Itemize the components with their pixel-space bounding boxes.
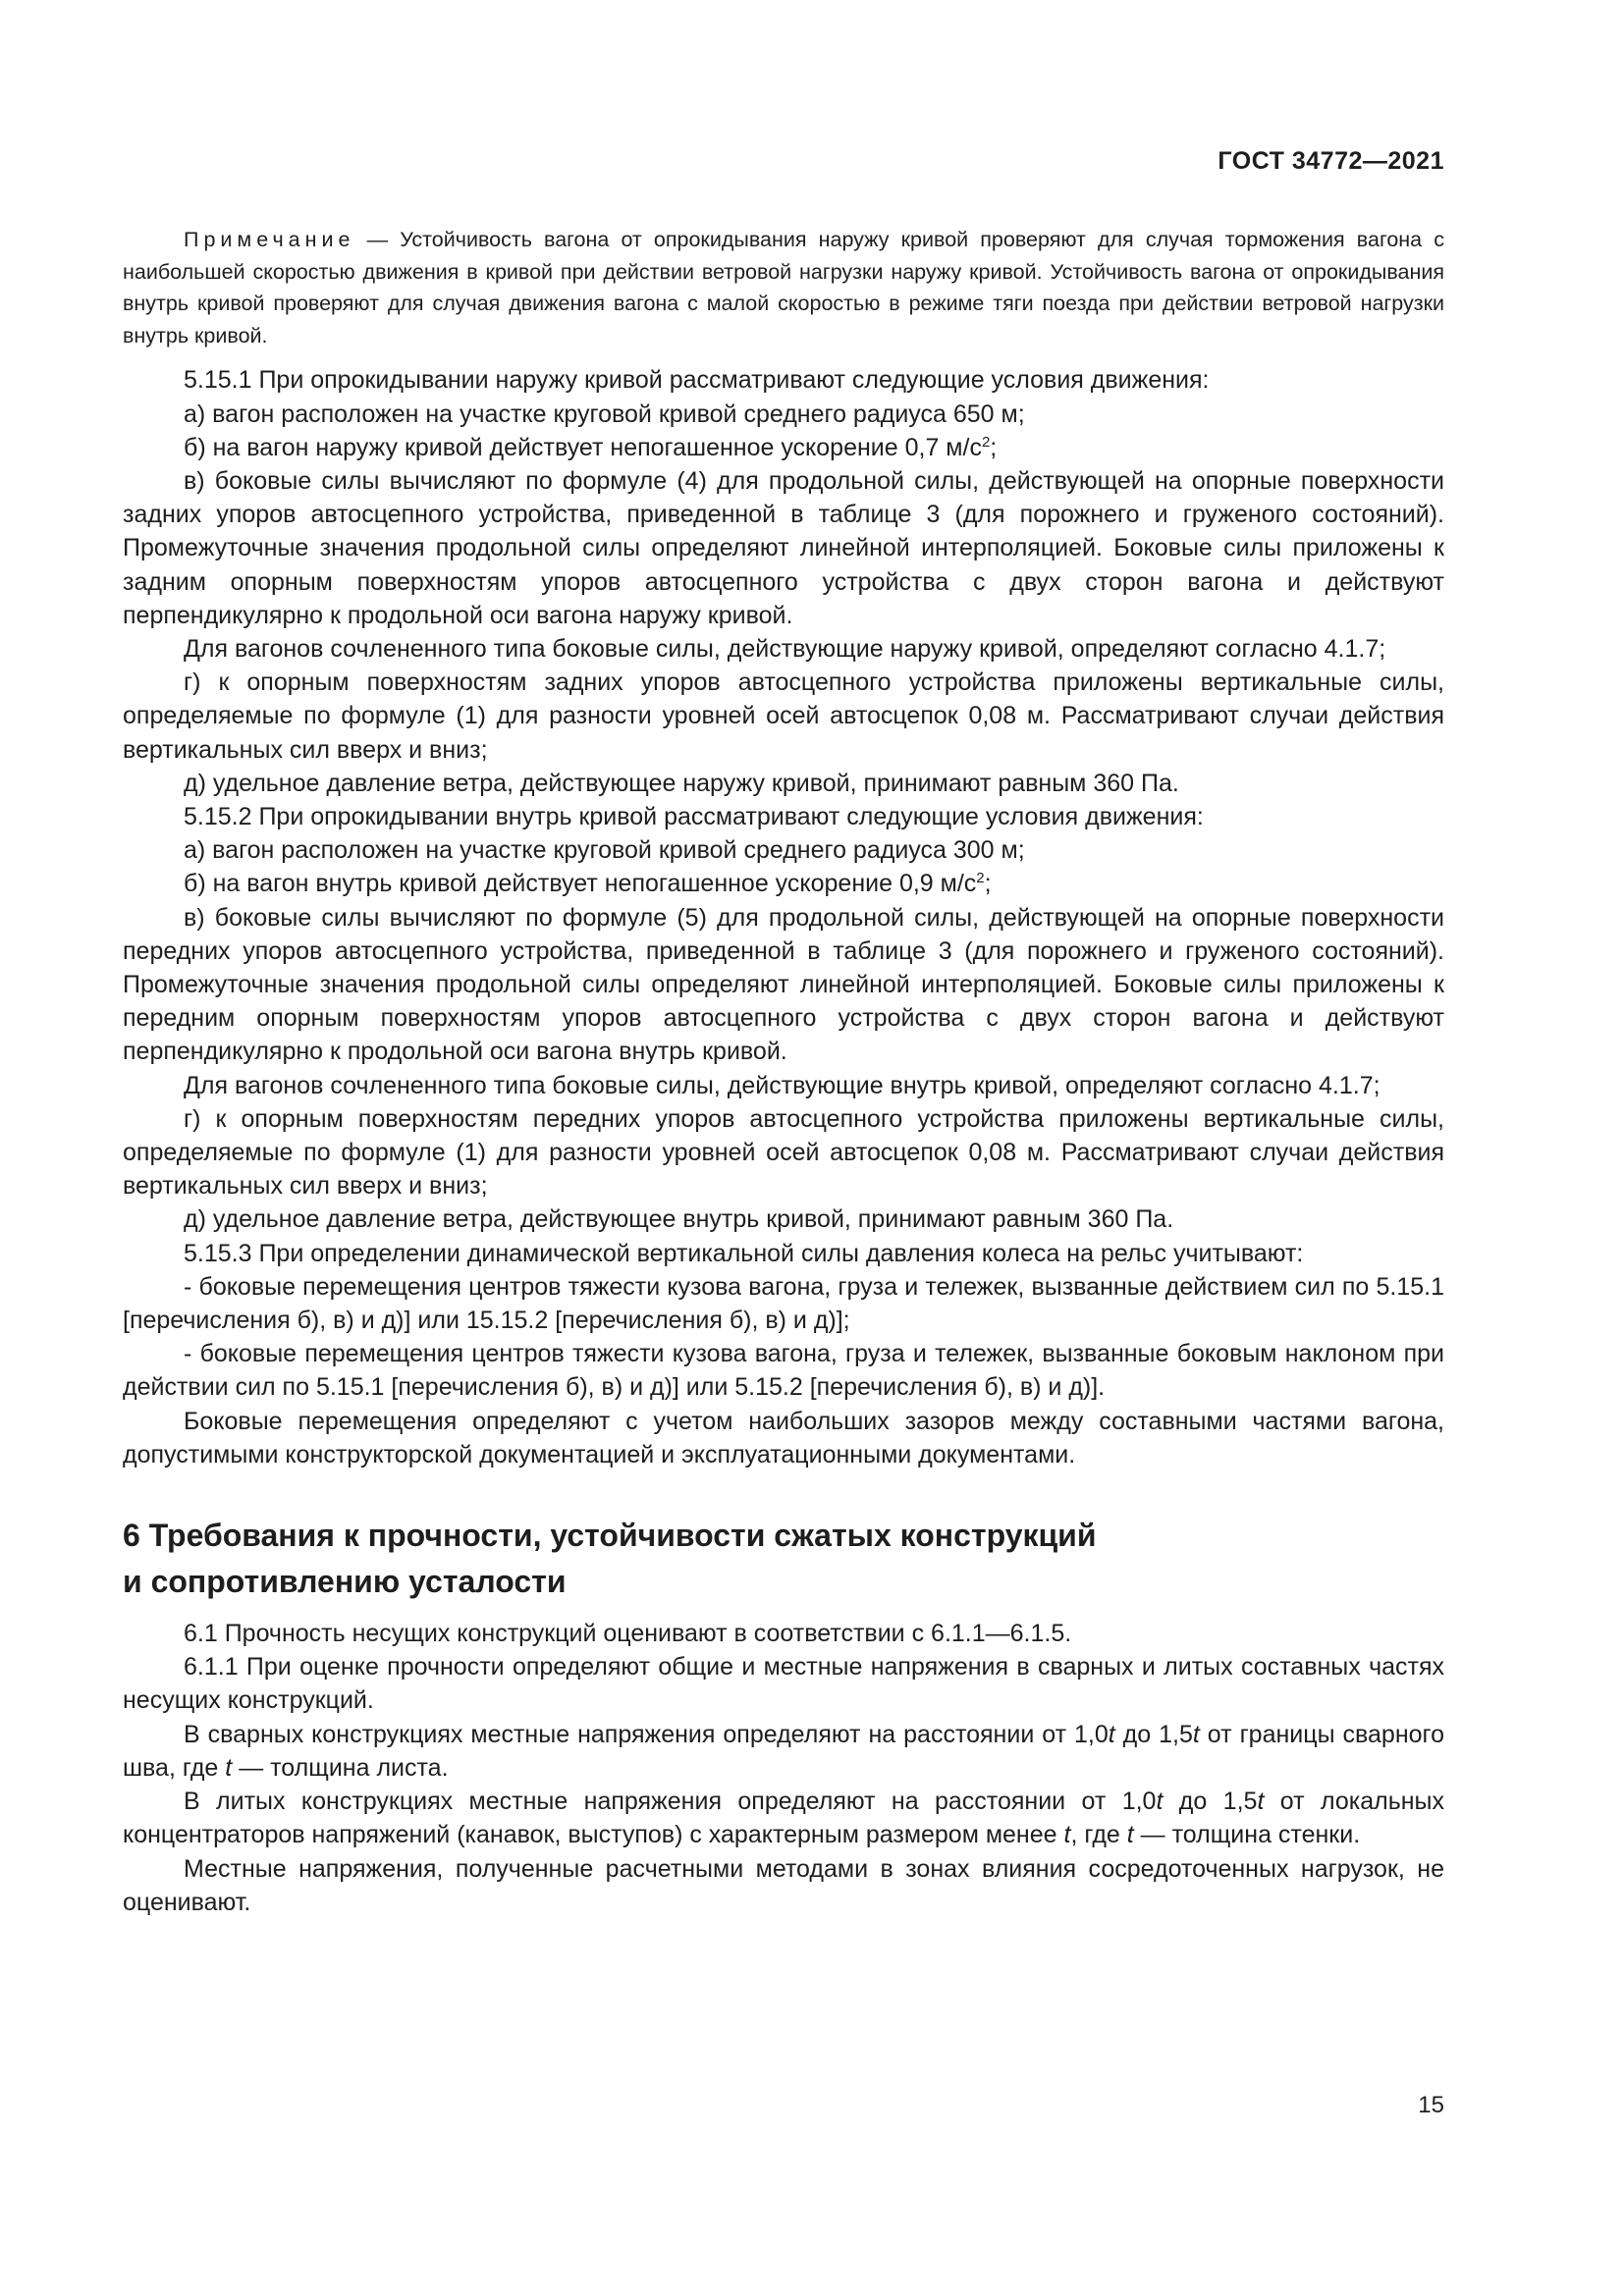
variable-t: t <box>1192 1720 1200 1748</box>
variable-t: t <box>1126 1821 1134 1849</box>
clause-5-15-2-item-v: в) боковые силы вычисляют по формуле (5) для продольной силы, действующей на опорные поверхности передних упоров автосцепного устройства, приведенной в таблице 3 (для порожнего и груженого состояний). Промежуточные значения продольной силы определяют линейной интерполяцией. Боковые силы приложены к передним опорным поверхностям упоров автосцепного устройства с двух сторон вагона и действуют перпендикулярно к продольной оси вагона внутрь кривой. <box>123 903 1444 1066</box>
cast-structures-paragraph <box>123 1785 1444 1851</box>
clause-5-15-2-articulated: Для вагонов сочлененного типа боковые силы, действующие внутрь кривой, определяют согласно 4.1.7; <box>184 1071 1380 1099</box>
section-6-heading-line-2: и сопротивлению усталости <box>123 1564 567 1600</box>
clause-5-15-2-item-a: а) вагон расположен на участке круговой кривой среднего радиуса 300 м; <box>184 836 1025 865</box>
clause-5-15-2-item-b-text: б) на вагон внутрь кривой действует непогашенное ускорение 0,9 м/с <box>184 870 977 898</box>
text-run: до 1,5 <box>1114 1720 1193 1748</box>
clause-5-15-3-dash-1: - боковые перемещения центров тяжести кузова вагона, груза и тележек, вызванные действием сил по 5.15.1 [перечисления б), в) и д)] или 15.15.2 [перечисления б), в) и д)]; <box>123 1272 1444 1335</box>
note-text: — Устойчивость вагона от опрокидывания наружу кривой проверяют для случая торможения вагона с наибольшей скоростью движения в кривой при действии ветровой нагрузки наружу кривой. Устойчивость вагона от опрокидывания внутрь кривой проверяют для случая движения вагона с малой скоростью в режиме тяги поезда при действии ветровой нагрузки внутрь кривой. <box>123 228 1444 347</box>
clause-6-1-1: 6.1.1 При оценке прочности определяют общие и местные напряжения в сварных и литых составных частях несущих конструкций. <box>123 1653 1444 1715</box>
variable-t: t <box>1257 1788 1265 1816</box>
local-stresses-paragraph: Местные напряжения, полученные расчетными методами в зонах влияния сосредоточенных нагрузок, не оценивают. <box>123 1854 1444 1916</box>
clause-6-1: 6.1 Прочность несущих конструкций оценивают в соответствии с 6.1.1—6.1.5. <box>184 1620 1072 1648</box>
text-run: В сварных конструкциях местные напряжения определяют на расстоянии от 1,0 <box>184 1720 1109 1748</box>
document-header: ГОСТ 34772—2021 <box>1218 147 1444 175</box>
exponent: 2 <box>981 433 991 451</box>
clause-5-15-1-item-b-text: б) на вагон наружу кривой действует непогашенное ускорение 0,7 м/с <box>184 433 982 461</box>
text-run: , где <box>1070 1821 1127 1849</box>
clause-5-15-1-item-g: г) к опорным поверхностям задних упоров автосцепного устройства приложены вертикальные силы, определяемые по формуле (1) для разности уровней осей автосцепок 0,08 м. Рассматривают случаи действия вертикальных сил вверх и вниз; <box>123 668 1444 764</box>
variable-t: t <box>1063 1821 1071 1849</box>
clause-5-15-1: 5.15.1 При опрокидывании наружу кривой рассматривают следующие условия движения: <box>184 366 1210 395</box>
clause-5-15-2-item-d: д) удельное давление ветра, действующее внутрь кривой, принимают равным 360 Па. <box>184 1205 1174 1234</box>
page-number: 15 <box>1418 2092 1444 2118</box>
text-run: от границы сварного шва, где <box>123 1720 1444 1782</box>
section-6-heading <box>123 1513 1444 1605</box>
text-run: — толщина листа. <box>232 1753 449 1782</box>
clause-5-15-1-item-d: д) удельное давление ветра, действующее наружу кривой, принимают равным 360 Па. <box>184 769 1179 797</box>
text-run: от локальных концентраторов напряжений (канавок, выступов) с характерным размером менее <box>123 1788 1445 1849</box>
variable-t: t <box>1156 1788 1164 1816</box>
clause-5-15-2-item-b <box>123 867 1444 900</box>
punctuation: ; <box>984 870 992 898</box>
note-label: Примечание <box>184 228 355 251</box>
clause-5-15-3: 5.15.3 При определении динамической вертикальной силы давления колеса на рельс учитывают: <box>184 1239 1304 1267</box>
clause-5-15-2-item-g: г) к опорным поверхностям передних упоров автосцепного устройства приложены вертикальные силы, определяемые по формуле (1) для разности уровней осей автосцепок 0,08 м. Рассматривают случаи действия вертикальных сил вверх и вниз; <box>123 1104 1444 1201</box>
clause-5-15-2: 5.15.2 При опрокидывании внутрь кривой рассматривают следующие условия движения: <box>184 803 1204 831</box>
variable-t: t <box>225 1753 233 1782</box>
clause-5-15-3-dash-2: - боковые перемещения центров тяжести кузова вагона, груза и тележек, вызванные боковым наклоном при действии сил по 5.15.1 [перечисления б), в) и д)] или 5.15.2 [перечисления б), в) и д)]. <box>123 1340 1444 1402</box>
punctuation: ; <box>990 433 998 461</box>
clause-5-15-1-item-a: а) вагон расположен на участке круговой кривой среднего радиуса 650 м; <box>184 400 1025 428</box>
note-paragraph <box>123 224 1444 351</box>
clause-5-15-1-item-b <box>123 431 1444 464</box>
variable-t: t <box>1108 1720 1115 1748</box>
text-run: В литых конструкциях местные напряжения определяют на расстоянии от 1,0 <box>184 1788 1157 1816</box>
page-body <box>123 224 1444 1919</box>
section-6-heading-line-1: 6 Требования к прочности, устойчивости сжатых конструкций <box>123 1518 1097 1554</box>
exponent: 2 <box>976 870 985 887</box>
clause-5-15-1-articulated: Для вагонов сочлененного типа боковые силы, действующие наружу кривой, определяют согласно 4.1.7; <box>184 635 1386 663</box>
clause-5-15-1-item-v: в) боковые силы вычисляют по формуле (4) для продольной силы, действующей на опорные поверхности задних упоров автосцепного устройства, приведенной в таблице 3 (для порожнего и груженого состояний). Промежуточные значения продольной силы определяют линейной интерполяцией. Боковые силы приложены к задним опорным поверхностям упоров автосцепного устройства с двух сторон вагона и действуют перпендикулярно к продольной оси вагона наружу кривой. <box>123 466 1444 629</box>
text-run: до 1,5 <box>1163 1788 1258 1816</box>
text-run: — толщина стенки. <box>1133 1821 1361 1849</box>
welded-structures-paragraph <box>123 1718 1444 1785</box>
clause-5-15-3-gaps: Боковые перемещения определяют с учетом наибольших зазоров между составными частями вагона, допустимыми конструкторской документацией и эксплуатационными документами. <box>123 1407 1444 1468</box>
